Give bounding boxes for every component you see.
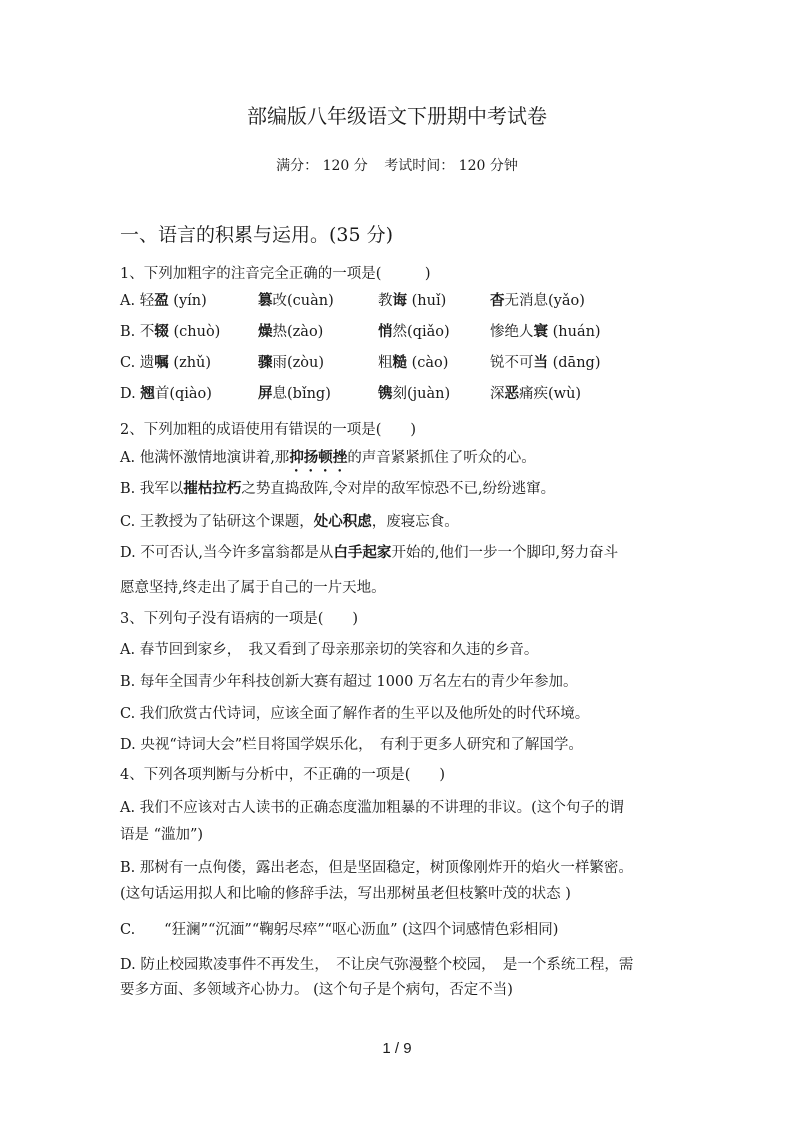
q1-a-item2: 篡改(cuàn) bbox=[258, 292, 334, 309]
q3-stem: 3、下列句子没有语病的一项是( ) bbox=[120, 611, 359, 627]
q1-c-item3: 粗糙 (cào) bbox=[378, 354, 449, 371]
q1-c-item2: 骤雨(zòu) bbox=[258, 354, 325, 371]
q2-option-a: A. 他满怀激情地演讲着,那抑扬顿挫的声音紧紧抓住了听众的心。 bbox=[120, 449, 536, 466]
q3-option-b: B. 每年全国青少年科技创新大赛有超过 1000 万名左右的青少年参加。 bbox=[120, 674, 578, 690]
q2-option-c: C. 王教授为了钻研这个课题，处心积虑，废寝忘食。 bbox=[120, 513, 459, 530]
q1-d-item3: 镌刻(juàn) bbox=[378, 385, 451, 402]
page-number: 1 / 9 bbox=[382, 1040, 412, 1057]
q4-option-d: D. 防止校园欺凌事件不再发生， 不让戾气弥漫整个校园， 是一个系统工程，需 bbox=[120, 957, 634, 973]
q1-c-item1: C. 遗嘱 (zhǔ) bbox=[120, 354, 212, 371]
section-heading: 一、语言的积累与运用。(35 分) bbox=[120, 224, 394, 246]
q4-option-b-cont: (这句话运用拟人和比喻的修辞手法，写出那树虽老但枝繁叶茂的状态 ) bbox=[120, 886, 571, 902]
q1-d-item1: D. 翘首(qiào) bbox=[120, 385, 212, 402]
q2-option-d-cont: 愿意坚持,终走出了属于自己的一片天地。 bbox=[120, 580, 386, 596]
q1-a-item1: A. 轻盈 (yín) bbox=[120, 292, 207, 309]
exam-meta bbox=[0, 155, 794, 175]
q1-d-item2: 屏息(bǐng) bbox=[258, 385, 331, 402]
q1-b-item2: 燥热(zào) bbox=[258, 323, 324, 340]
exam-time: 考试时间： 120 分钟 bbox=[384, 158, 518, 174]
q4-stem: 4、下列各项判断与分析中，不正确的一项是( ) bbox=[120, 767, 446, 783]
q4-option-d-cont: 要多方面、多领域齐心协力。 (这个句子是个病句，否定不当) bbox=[120, 982, 513, 998]
q4-option-c: C. “狂澜”“沉湎”“鞠躬尽瘁”“呕心沥血” (这四个词感情色彩相同) bbox=[120, 922, 559, 938]
q1-b-item3: 悄然(qiǎo) bbox=[378, 323, 450, 340]
q4-option-a: A. 我们不应该对古人读书的正确态度滥加粗暴的不讲理的非议。(这个句子的谓 bbox=[120, 800, 624, 816]
q3-option-a: A. 春节回到家乡， 我又看到了母亲那亲切的笑容和久违的乡音。 bbox=[120, 642, 539, 658]
q3-option-c: C. 我们欣赏古代诗词，应该全面了解作者的生平以及他所处的时代环境。 bbox=[120, 706, 590, 722]
q1-stem: 1、下列加粗字的注音完全正确的一项是( ) bbox=[120, 266, 431, 282]
q1-b-item1: B. 不辍 (chuò) bbox=[120, 323, 221, 340]
full-score: 满分： 120 分 bbox=[276, 158, 368, 174]
page-title: 部编版八年级语文下册期中考试卷 bbox=[247, 104, 547, 128]
q2-stem: 2、下列加粗的成语使用有错误的一项是( ) bbox=[120, 422, 417, 438]
q1-a-item4: 杳无消息(yǎo) bbox=[490, 292, 585, 309]
q1-a-item3: 教诲 (huǐ) bbox=[378, 292, 447, 309]
q3-option-d: D. 央视“诗词大会”栏目将国学娱乐化， 有利于更多人研究和了解国学。 bbox=[120, 737, 583, 753]
q1-c-item4: 锐不可当 (dāng) bbox=[490, 354, 601, 371]
q4-option-b: B. 那树有一点佝偻，露出老态，但是坚固稳定，树顶像刚炸开的焰火一样繁密。 bbox=[120, 860, 633, 876]
q2-option-d: D. 不可否认,当今许多富翁都是从白手起家开始的,他们一步一个脚印,努力奋斗 bbox=[120, 544, 619, 561]
q1-d-item4: 深恶痛疾(wù) bbox=[490, 385, 582, 402]
q4-option-a-cont: 语是 “滥加”) bbox=[120, 827, 204, 843]
q2-option-b: B. 我军以摧枯拉朽之势直捣敌阵,令对岸的敌军惊恐不已,纷纷逃窜。 bbox=[120, 480, 556, 497]
q1-b-item4: 惨绝人寰 (huán) bbox=[490, 323, 601, 340]
